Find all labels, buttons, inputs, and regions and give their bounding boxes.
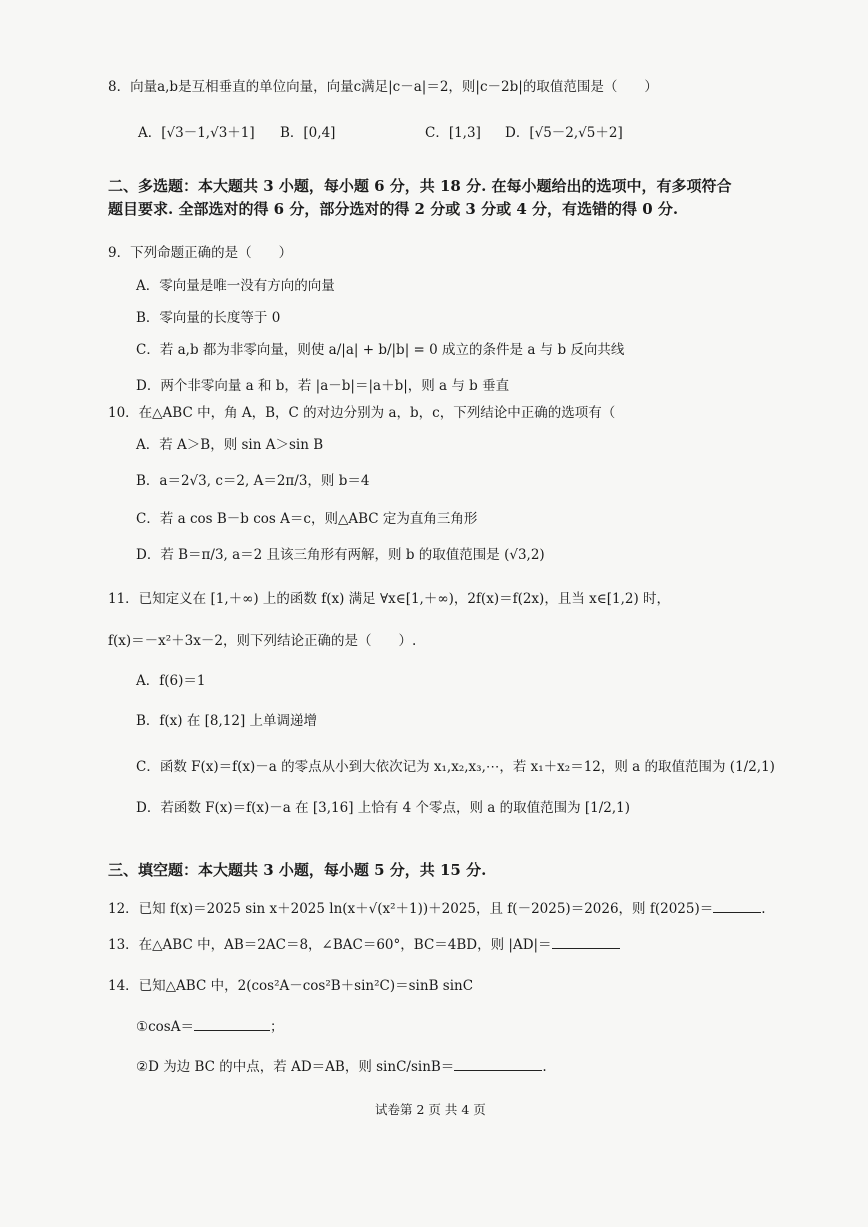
q11-option-a: A．f(6)＝1 <box>136 673 206 689</box>
q12-answer-blank[interactable] <box>713 898 761 913</box>
section2-heading-line1: 二、多选题：本大题共 3 小题，每小题 6 分，共 18 分. 在每小题给出的选项中，有多项符合 <box>108 177 732 195</box>
q12-stem: 12．已知 f(x)＝2025 sin x＋2025 ln(x＋√(x²＋1))＋2025，且 f(－2025)＝2026，则 f(2025)＝ . <box>108 898 766 918</box>
q14-part1-end: ； <box>269 1019 284 1035</box>
q11-stem-line1: 11．已知定义在 [1,＋∞) 上的函数 f(x) 满足 ∀x∈[1,＋∞)，2f(x)＝f(2x)，且当 x∈[1,2) 时， <box>108 591 671 607</box>
q14-part1-blank[interactable] <box>194 1016 270 1031</box>
q8-option-d: D．[√5－2,√5＋2] <box>505 125 623 141</box>
q10-option-b: B．a＝2√3, c＝2, A＝2π/3，则 b＝4 <box>136 473 370 489</box>
page-footer: 试卷第 2 页 共 4 页 <box>375 1102 486 1117</box>
q9-option-c: C．若 a,b 都为非零向量，则使 a/|a| + b/|b| = 0 成立的条件是 a 与 b 反向共线 <box>136 342 625 358</box>
section2-heading-line2: 题目要求. 全部选对的得 6 分，部分选对的得 2 分或 3 分或 4 分，有选错的得 0 分. <box>108 200 679 218</box>
q9-stem: 9．下列命题正确的是（ ） <box>108 245 293 261</box>
q10-option-c: C．若 a cos B－b cos A＝c，则△ABC 定为直角三角形 <box>136 511 478 527</box>
q11-option-c: C．函数 F(x)＝f(x)－a 的零点从小到大依次记为 x₁,x₂,x₃,⋯，若 x₁＋x₂＝12，则 a 的取值范围为 (1/2,1) <box>136 759 775 775</box>
q8-option-a: A．[√3－1,√3＋1] <box>138 125 255 141</box>
q9-option-b: B．零向量的长度等于 0 <box>136 310 281 326</box>
q11-stem-line2: f(x)＝－x²＋3x－2，则下列结论正确的是（ ）. <box>108 633 417 649</box>
q10-option-d: D．若 B＝π/3, a＝2 且该三角形有两解，则 b 的取值范围是 (√3,2) <box>136 547 545 563</box>
q14-part2 <box>136 1056 547 1076</box>
q13-stem-text: 13．在△ABC 中，AB＝2AC＝8，∠BAC＝60°，BC＝4BD，则 |AD|＝ <box>108 937 552 953</box>
section3-heading: 三、填空题：本大题共 3 小题，每小题 5 分，共 15 分. <box>108 861 487 879</box>
q8-option-b: B．[0,4] <box>280 125 336 141</box>
q10-stem: 10．在△ABC 中，角 A，B，C 的对边分别为 a，b，c，下列结论中正确的选项有（ <box>108 405 616 421</box>
q9-option-a: A．零向量是唯一没有方向的向量 <box>136 278 335 294</box>
q14-stem: 14．已知△ABC 中，2(cos²A－cos²B＋sin²C)＝sinB sinC <box>108 978 474 994</box>
q14-part2-end: . <box>542 1059 547 1075</box>
q14-part1-text: ①cosA＝ <box>136 1019 194 1035</box>
q14-part2-blank[interactable] <box>454 1056 542 1071</box>
q8-option-c: C．[1,3] <box>425 125 481 141</box>
q14-part1 <box>136 1016 283 1036</box>
q12-stem-text: 12．已知 f(x)＝2025 sin x＋2025 ln(x＋√(x²＋1))＋2025，且 f(－2025)＝2026，则 f(2025)＝ <box>108 901 714 917</box>
q10-option-a: A．若 A＞B，则 sin A＞sin B <box>136 437 324 453</box>
q14-part2-text: ②D 为边 BC 的中点，若 AD＝AB，则 sinC/sinB＝ <box>136 1059 455 1075</box>
q9-option-d: D．两个非零向量 a 和 b，若 |a－b|＝|a＋b|，则 a 与 b 垂直 <box>136 378 510 394</box>
q13-answer-blank[interactable] <box>552 934 620 949</box>
q8-stem: 8．向量a,b是互相垂直的单位向量，向量c满足|c－a|＝2，则|c－2b|的取值范围是（ ） <box>108 79 658 95</box>
q11-option-d: D．若函数 F(x)＝f(x)－a 在 [3,16] 上恰有 4 个零点，则 a 的取值范围为 [1/2,1) <box>136 800 631 816</box>
q11-option-b: B．f(x) 在 [8,12] 上单调递增 <box>136 713 318 729</box>
q13-stem <box>108 934 620 954</box>
